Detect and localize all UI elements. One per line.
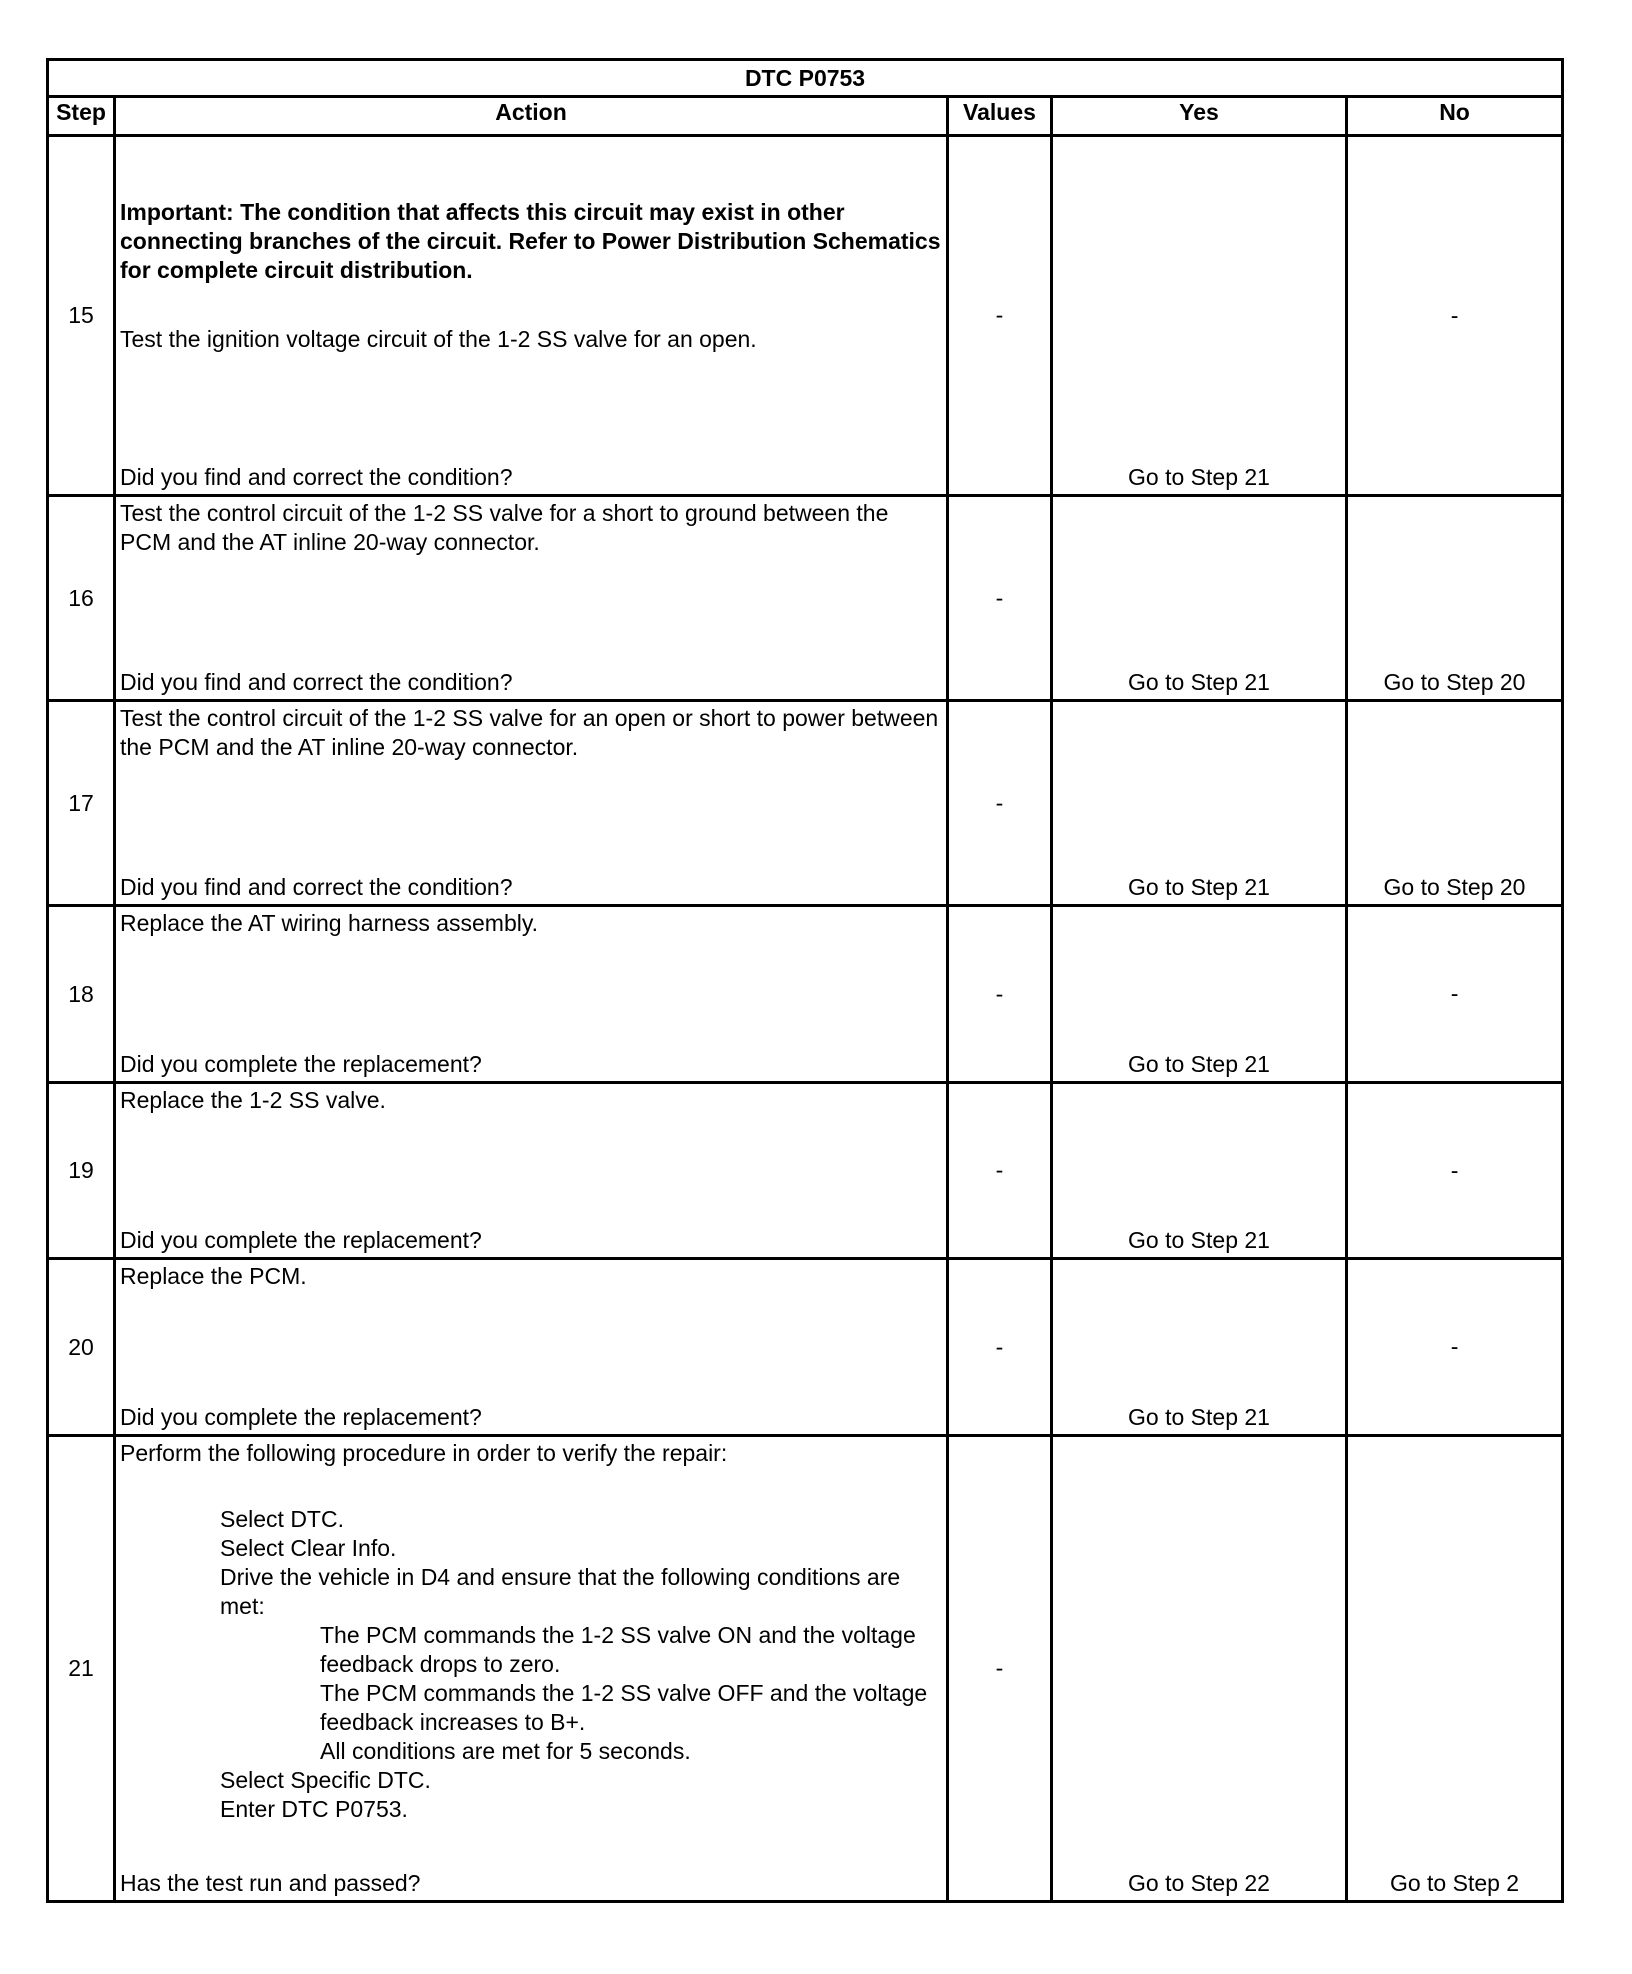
action-cell [115,496,948,701]
values-cell: - [948,1259,1052,1436]
header-action: Action [115,97,948,136]
action-question: Did you complete the replacement? [120,1404,482,1430]
no-goto: - [1450,980,1459,1007]
table-row [48,136,1563,496]
step-number: 21 [48,1436,115,1902]
no-cell [1347,1259,1563,1436]
no-cell [1347,1083,1563,1259]
table-row [48,1083,1563,1259]
yes-goto: Go to Step 22 [1128,1870,1270,1896]
action-cell [115,1436,948,1902]
header-row [48,97,1563,136]
no-goto: - [1450,1333,1459,1360]
no-cell [1347,1436,1563,1902]
yes-cell [1052,1259,1347,1436]
values-cell: - [948,136,1052,496]
procedure-substep: All conditions are met for 5 seconds. [320,1738,691,1764]
action-cell [115,1083,948,1259]
action-cell [115,1259,948,1436]
action-text: Replace the AT wiring harness assembly. [120,910,539,936]
table-row [48,1259,1563,1436]
table-title: DTC P0753 [48,60,1563,97]
action-text: Test the control circuit of the 1-2 SS valve for an open or short to power between the PCM and the AT inline 20-way connector. [120,705,939,760]
step-number: 16 [48,496,115,701]
action-text: Perform the following procedure in order to verify the repair: [120,1440,728,1466]
action-question: Has the test run and passed? [120,1870,421,1896]
action-question: Did you find and correct the condition? [120,464,513,490]
yes-cell [1052,1083,1347,1259]
yes-goto: Go to Step 21 [1128,464,1270,490]
procedure-substep: The PCM commands the 1-2 SS valve OFF and the voltage feedback increases to B+. [320,1680,928,1735]
procedure-substep: The PCM commands the 1-2 SS valve ON and the voltage feedback drops to zero. [320,1622,916,1677]
no-cell [1347,701,1563,906]
procedure-list [120,1505,942,1824]
values-cell: - [948,906,1052,1083]
yes-goto: Go to Step 21 [1128,669,1270,695]
step-number: 18 [48,906,115,1083]
values-cell: - [948,701,1052,906]
yes-cell [1052,701,1347,906]
procedure-step: Select DTC. [220,1506,344,1532]
action-question: Did you complete the replacement? [120,1051,482,1077]
no-goto: Go to Step 20 [1383,669,1526,695]
no-goto: - [1450,1157,1459,1183]
no-goto: Go to Step 20 [1383,874,1526,900]
no-cell [1347,906,1563,1083]
action-cell [115,906,948,1083]
yes-cell [1052,136,1347,496]
no-goto: Go to Step 2 [1389,1870,1520,1896]
step-number: 17 [48,701,115,906]
header-step: Step [48,97,115,136]
values-cell: - [948,1436,1052,1902]
header-yes: Yes [1052,97,1347,136]
action-cell [115,701,948,906]
table-row [48,906,1563,1083]
action-question: Did you find and correct the condition? [120,669,513,695]
yes-cell [1052,906,1347,1083]
yes-goto: Go to Step 21 [1128,874,1270,900]
action-text: Test the ignition voltage circuit of the 1-2 SS valve for an open. [120,326,757,352]
step-number: 15 [48,136,115,496]
no-goto: - [1450,302,1459,328]
header-no: No [1347,97,1563,136]
action-question: Did you find and correct the condition? [120,874,513,900]
action-cell [115,136,948,496]
values-cell: - [948,496,1052,701]
action-text: Test the control circuit of the 1-2 SS valve for a short to ground between the PCM and the AT inline 20-way connector. [120,500,889,555]
header-values: Values [948,97,1052,136]
action-text: Replace the 1-2 SS valve. [120,1087,386,1113]
yes-goto: Go to Step 21 [1128,1051,1270,1077]
procedure-step: Enter DTC P0753. [220,1796,408,1822]
no-cell [1347,496,1563,701]
procedure-step: Select Clear Info. [220,1535,397,1561]
yes-goto: Go to Step 21 [1128,1227,1270,1253]
procedure-step: Select Specific DTC. [220,1767,431,1793]
yes-goto: Go to Step 21 [1128,1404,1270,1430]
yes-cell [1052,1436,1347,1902]
important-note: Important: The condition that affects this circuit may exist in other connecting branches of the circuit. Refer to Power Distribution Schematics for complete circuit distribution. [120,199,941,283]
dtc-table [46,58,1564,1903]
table-row [48,701,1563,906]
step-number: 20 [48,1259,115,1436]
action-question: Did you complete the replacement? [120,1227,482,1253]
yes-cell [1052,496,1347,701]
table-row [48,496,1563,701]
step-number: 19 [48,1083,115,1259]
table-row [48,1436,1563,1902]
no-cell [1347,136,1563,496]
action-text: Replace the PCM. [120,1263,307,1289]
values-cell: - [948,1083,1052,1259]
procedure-step: Drive the vehicle in D4 and ensure that the following conditions are met: [220,1564,901,1619]
